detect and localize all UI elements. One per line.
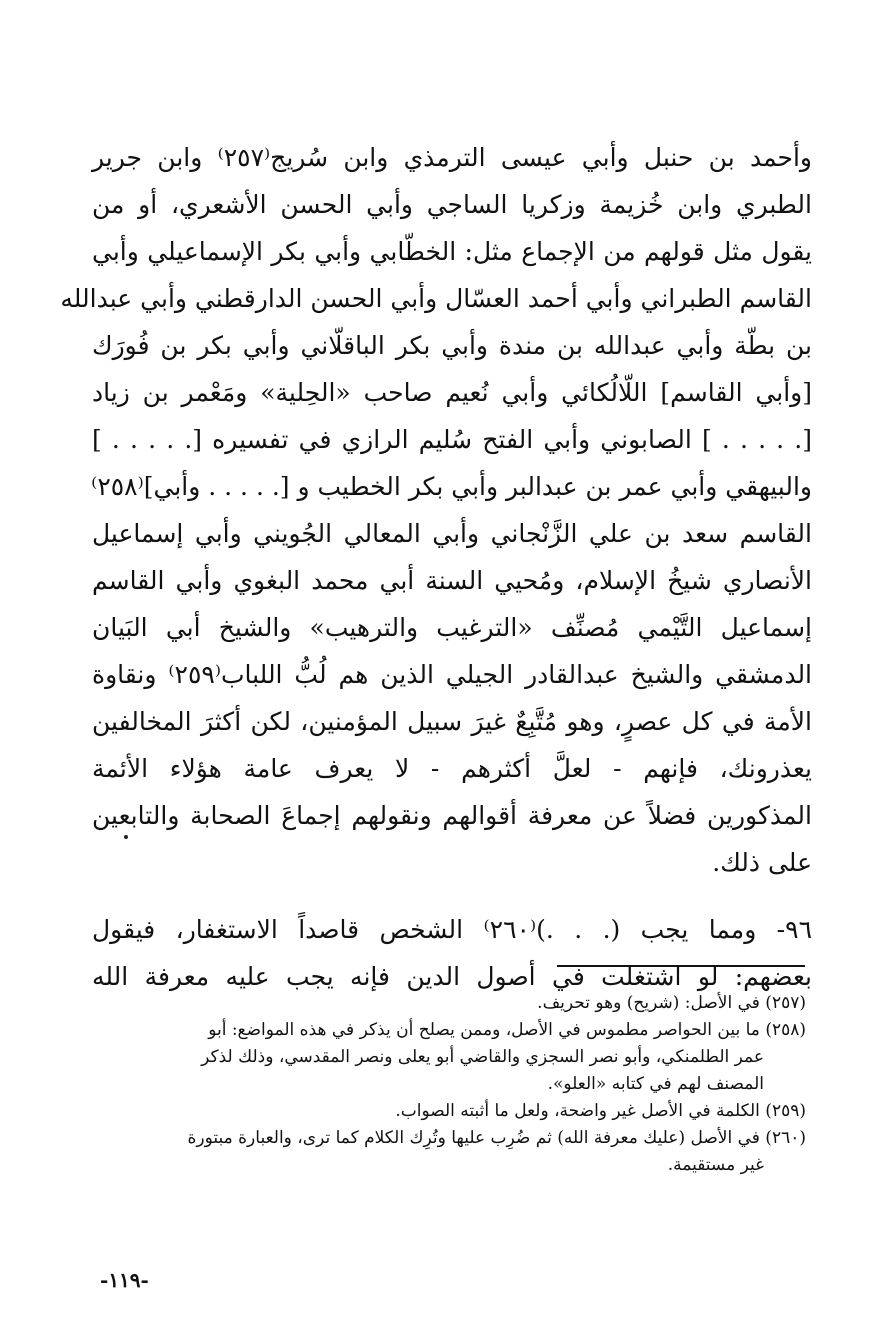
paragraph-96-line: ٩٦- ومما يجب (. . .)⁽٢٦٠⁾ الشخص قاصداً الاستغفار، فيقول bbox=[92, 915, 812, 944]
ink-dot bbox=[124, 835, 128, 839]
text-line: يعذرونك، فإنهم - لعلَّ أكثرهم - لا يعرف عامة هؤلاء الأئمة bbox=[92, 754, 812, 783]
footnote-257: (٢٥٧) في الأصل: (شريح) وهو تحريف. bbox=[537, 993, 806, 1013]
footnote-258-cont: عمر الطلمنكي، وأبو نصر السجزي والقاضي أبو يعلى ونصر المقدسي، وذلك لذكر bbox=[201, 1047, 764, 1067]
footnote-259: (٢٥٩) الكلمة في الأصل غير واضحة، ولعل ما أثبته الصواب. bbox=[395, 1101, 806, 1121]
page-number: -١١٩- bbox=[100, 1268, 149, 1292]
text-line: يقول مثل قولهم من الإجماع مثل: الخطّابي وأبي بكر الإسماعيلي وأبي bbox=[92, 237, 812, 266]
text-line: [. . . . . ] الصابوني وأبي الفتح سُليم الرازي في تفسيره [. . . . . ] bbox=[92, 425, 812, 454]
text-line: إسماعيل التَّيْمي مُصنِّف «الترغيب والترهيب» والشيخ أبي البَيان bbox=[92, 613, 812, 642]
footnote-258-cont: المصنف لهم في كتابه «العلو». bbox=[547, 1074, 764, 1094]
text-line: القاسم سعد بن علي الزَّنْجاني وأبي المعالي الجُويني وأبي إسماعيل bbox=[92, 519, 812, 548]
main-text-body bbox=[60, 134, 813, 1000]
paragraph-gap bbox=[92, 886, 812, 906]
text-line: على ذلك. bbox=[712, 848, 812, 877]
text-line: الأنصاري شيخُ الإسلام، ومُحيي السنة أبي محمد البغوي وأبي القاسم bbox=[92, 566, 812, 595]
text-line: المذكورين فضلاً عن معرفة أقوالهم ونقولهم إجماعَ الصحابة والتابعين bbox=[92, 801, 812, 830]
footnote-separator bbox=[557, 965, 805, 967]
text-line: والبيهقي وأبي عمر بن عبدالبر وأبي بكر الخطيب و [. . . . . وأبي]⁽٢٥٨⁾ bbox=[91, 472, 812, 501]
text-line: وأحمد بن حنبل وأبي عيسى الترمذي وابن سُريج⁽٢٥٧⁾ وابن جرير bbox=[92, 143, 812, 172]
footnote-260-cont: غير مستقيمة. bbox=[667, 1155, 764, 1175]
paragraph-96-line: بعضهم: لو اشتغلت في أصول الدين فإنه يجب عليه معرفة الله bbox=[92, 962, 812, 991]
text-line: الأمة في كل عصرٍ، وهو مُتَّبِعٌ غيرَ سبيل المؤمنين، لكن أكثرَ المخالفين bbox=[92, 707, 812, 736]
footnote-260: (٢٦٠) في الأصل (عليك معرفة الله) ثم ضُرِب عليها وتُرِك الكلام كما ترى، والعبارة مبتورة bbox=[187, 1128, 806, 1148]
text-line: بن بطّة وأبي عبدالله بن مندة وأبي بكر الباقلّاني وأبي بكر بن فُورَك bbox=[92, 331, 812, 360]
text-line: الدمشقي والشيخ عبدالقادر الجيلي الذين هم لُبُّ اللباب⁽٢٥٩⁾ ونقاوة bbox=[92, 660, 813, 689]
footnotes bbox=[96, 990, 806, 1179]
text-line: الطبري وابن خُزيمة وزكريا الساجي وأبي الحسن الأشعري، أو من bbox=[92, 190, 812, 219]
footnote-258: (٢٥٨) ما بين الحواصر مطموس في الأصل، وممن يصلح أن يذكر في هذه المواضع: أبو bbox=[208, 1020, 806, 1040]
text-line: القاسم الطبراني وأبي أحمد العسّال وأبي الحسن الدارقطني وأبي عبدالله bbox=[60, 284, 812, 313]
text-line: [وأبي القاسم] اللّالُكائي وأبي نُعيم صاحب «الحِلية» ومَعْمر بن زياد bbox=[92, 378, 812, 407]
